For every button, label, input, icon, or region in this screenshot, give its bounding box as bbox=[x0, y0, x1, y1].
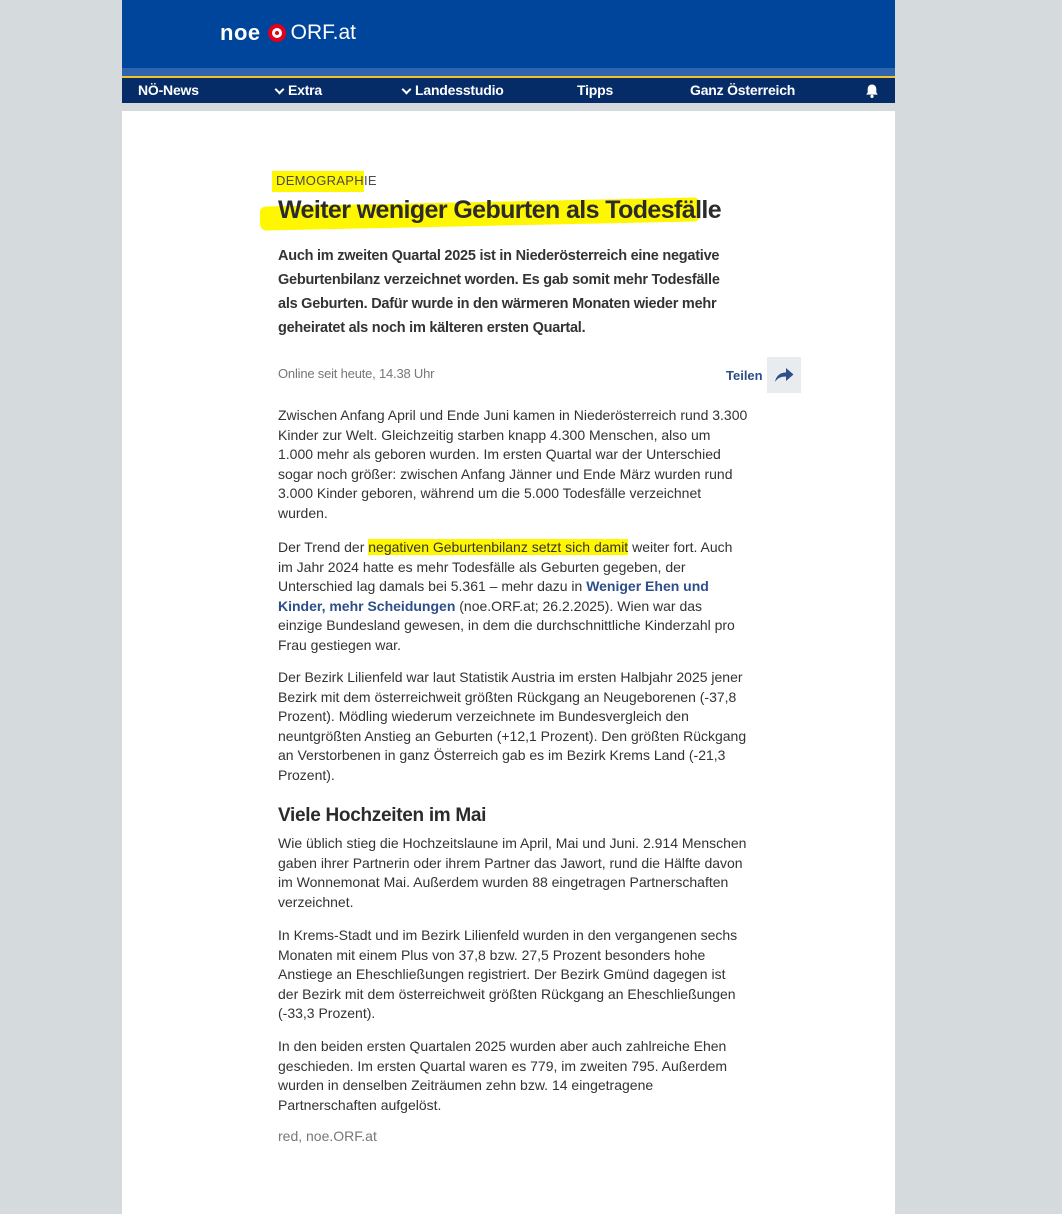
paragraph-6: In den beiden ersten Quartalen 2025 wurden aber auch zahlreiche Ehen geschieden. Im ersten Quartal waren es 779, im zweiten 795. Außerdem wurden in denselben Zeiträumen zehn bzw. 14 eingetragene Partnerschaften aufgelöst. bbox=[278, 1038, 728, 1113]
share-button[interactable] bbox=[726, 357, 801, 393]
nav-item-label: Extra bbox=[288, 82, 323, 98]
page bbox=[122, 0, 895, 1214]
main-navigation bbox=[122, 78, 895, 103]
nav-item-landesstudio[interactable] bbox=[401, 78, 504, 103]
section-heading: Viele Hochzeiten im Mai bbox=[278, 805, 487, 826]
nav-item-label: NÖ-News bbox=[138, 82, 199, 98]
nav-item-label: Ganz Österreich bbox=[690, 82, 796, 98]
publish-time: Online seit heute, 14.38 Uhr bbox=[278, 366, 435, 381]
chevron-down-icon bbox=[402, 84, 412, 94]
nav-item-ganz-oesterreich[interactable] bbox=[690, 78, 795, 103]
nav-item-extra[interactable] bbox=[274, 78, 322, 103]
site-logo[interactable] bbox=[220, 18, 356, 48]
paragraph-2 bbox=[278, 538, 748, 655]
article-credit: red, noe.ORF.at bbox=[278, 1128, 377, 1144]
related-article-link[interactable]: Weniger Ehen und Kinder, mehr Scheidungen bbox=[278, 578, 709, 614]
paragraph-4: Wie üblich stieg die Hochzeitslaune im April, Mai und Juni. 2.914 Menschen gaben ihrer Partnerin oder ihrem Partner das Jawort, rund die Hälfte davon im Wonnemonat Mai. Außerdem wurden 88 eingetragen Partnerschaften verzeichnet. bbox=[278, 835, 747, 910]
kicker-rest: IE bbox=[363, 173, 377, 188]
site-header bbox=[122, 0, 895, 68]
highlighted-phrase: negativen Geburtenbilanz setzt sich damit bbox=[368, 539, 629, 555]
article-lead: Auch im zweiten Quartal 2025 ist in Niederösterreich eine negative Geburtenbilanz verzeichnet worden. Es gab somit mehr Todesfälle als Geburten. Dafür wurde in den wärmeren Monaten wieder mehr geheiratet als noch im kälteren ersten Quartal. bbox=[278, 248, 720, 336]
header-stripe bbox=[122, 68, 895, 76]
orf-eye-icon bbox=[268, 24, 286, 42]
kicker-highlighted: DEMOGRAPH bbox=[272, 171, 364, 192]
share-arrow-icon bbox=[767, 357, 801, 393]
logo-regional-text: noe bbox=[220, 20, 261, 45]
header-gap bbox=[122, 103, 895, 111]
paragraph-1: Zwischen Anfang April und Ende Juni kamen in Niederösterreich rund 3.300 Kinder zur Welt. Gleichzeitig starben knapp 4.300 Menschen, also um 1.000 mehr als geboren wurden. Im ersten Quartal war der Unterschied sogar noch größer: zwischen Anfang Jänner und Ende März wurden rund 3.000 Kinder geboren, während um die 5.000 Todesfälle verzeichnet wurden. bbox=[278, 407, 748, 521]
paragraph-5: In Krems-Stadt und im Bezirk Lilienfeld wurden in den vergangenen sechs Monaten mit einem Plus von 37,8 bzw. 27,5 Prozent besonders hohe Anstiege an Eheschließungen registriert. Der Bezirk Gmünd dagegen ist der Bezirk mit dem österreichweit größten Rückgang an Eheschließungen (-33,3 Prozent). bbox=[278, 927, 738, 1021]
share-label: Teilen bbox=[726, 367, 763, 383]
article-kicker[interactable] bbox=[278, 173, 377, 188]
nav-item-tipps[interactable] bbox=[577, 78, 613, 103]
paragraph-2-text-a: Der Trend der bbox=[278, 539, 369, 555]
paragraph-3: Der Bezirk Lilienfeld war laut Statistik Austria im ersten Halbjahr 2025 jener Bezirk mit dem österreichweit größten Rückgang an Neugeborenen (-37,8 Prozent). Mödling wiederum verzeichnete im Bundesvergleich den neuntgrößten Anstieg an Geburten (+12,1 Prozent). Den größten Rückgang an Verstorbenen in ganz Österreich gab es im Bezirk Krems Land (-21,3 Prozent). bbox=[278, 669, 747, 783]
paragraph-2-text-c: (noe.ORF.at; 26.2.2025). Wien war das einzige Bundesland gewesen, in dem die durchschnittliche Kinderzahl pro Frau gestiegen war. bbox=[278, 597, 735, 653]
chevron-down-icon bbox=[275, 84, 285, 94]
nav-item-noe-news[interactable] bbox=[138, 78, 199, 103]
logo-brand-text: ORF.at bbox=[290, 21, 356, 44]
bell-icon[interactable] bbox=[865, 83, 879, 99]
nav-item-label: Tipps bbox=[577, 82, 614, 98]
paragraph-2-text-b: weiter fort. Auch im Jahr 2024 hatte es mehr Todesfälle als Geburten gegeben, der Unterschied lag damals bei 5.361 – mehr dazu in bbox=[278, 539, 733, 594]
article-title: Weiter weniger Geburten als Todesfälle bbox=[278, 196, 722, 224]
nav-item-label: Landesstudio bbox=[415, 82, 504, 98]
